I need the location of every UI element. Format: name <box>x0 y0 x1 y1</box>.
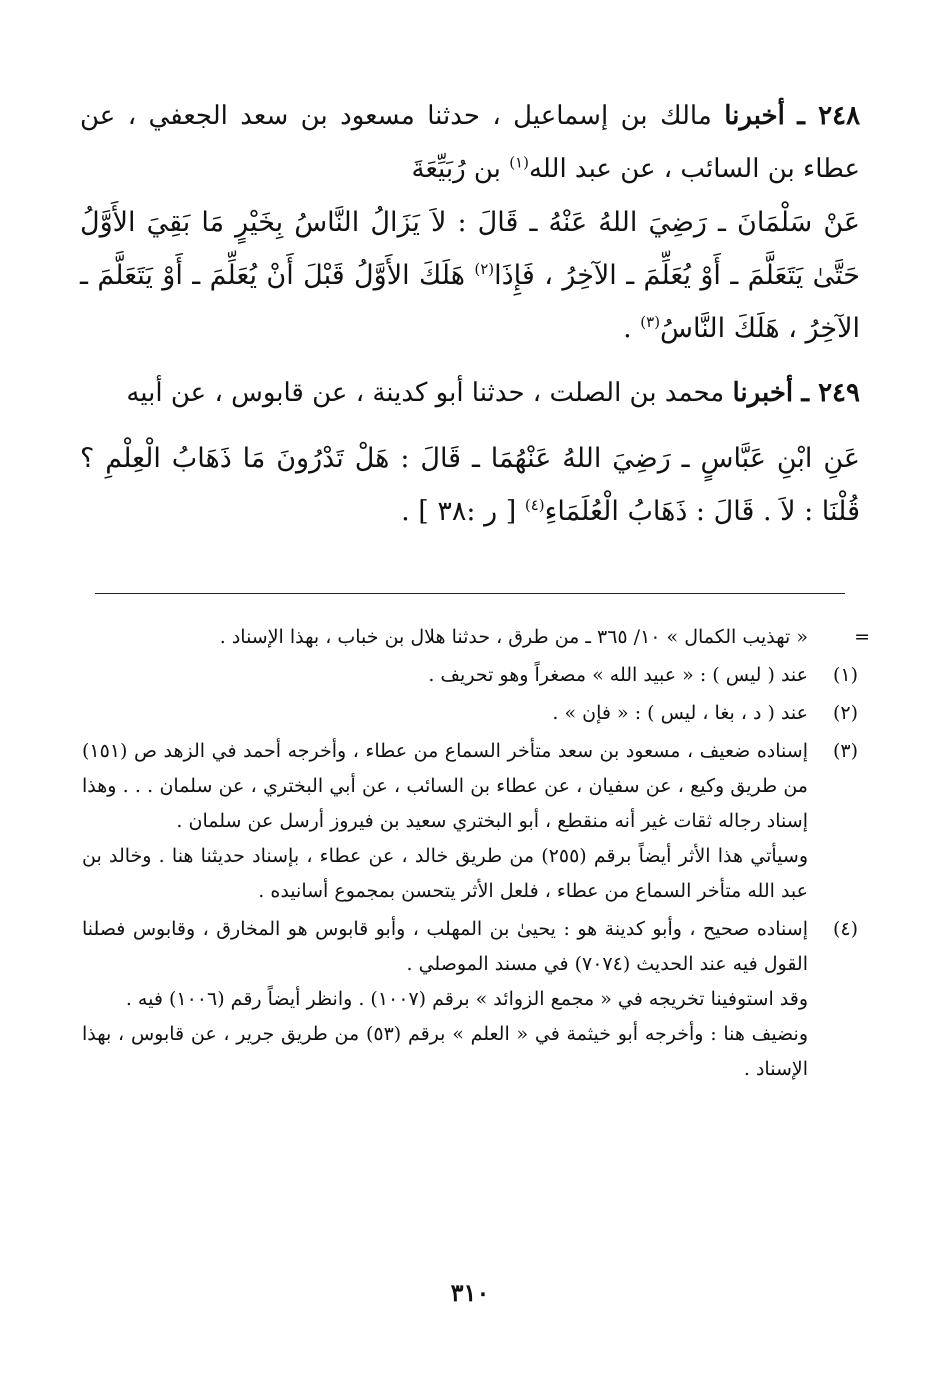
footnote-4-text-2: وقد استوفينا تخريجه في « مجمع الزوائد » برقم (١٠٠٧) . وانظر أيضاً رقم (١٠٠٦) فيه . <box>125 988 808 1010</box>
footnote-4 <box>82 912 858 1087</box>
footnote-1-label: (١) <box>832 664 858 686</box>
hadith-249-number: ٢٤٩ ـ <box>801 378 860 408</box>
footnote-divider <box>95 593 845 594</box>
footnote-3-label: (٣) <box>832 740 858 762</box>
hadith-248-matn-text-1: عَنْ سَلْمَانَ ـ رَضِيَ اللهُ عَنْهُ ـ قَالَ : لاَ يَزَالُ النَّاسُ بِخَيْرٍ مَا بَقِيَ الأَوَّلُ حَتَّىٰ يَتَعَلَّمَ ـ أَوْ يُعَلِّمَ ـ الآخِرُ ، فَإِذَا <box>80 207 860 291</box>
hadith-249-isnad <box>80 367 860 420</box>
hadith-248-lead: أخبرنا <box>724 101 785 131</box>
hadith-249-lead: أخبرنا <box>732 378 794 408</box>
hadith-248-matn-end: . <box>623 313 641 344</box>
hadith-248-isnad-text-2: بن رُبَيِّعَةَ <box>411 154 501 184</box>
footnote-ref-3: (٣) <box>640 313 661 331</box>
footnote-1-text: عند ( ليس ) : « عبيد الله » مصغراً وهو تحريف . <box>428 664 808 686</box>
footnotes <box>82 620 870 1087</box>
footnote-ref-2: (٢) <box>474 260 495 278</box>
hadith-248-matn-text-2: هَلَكَ الأَوَّلُ قَبْلَ أَنْ يُعَلِّمَ ـ أَوْ يَتَعَلَّمَ ـ الآخِرُ ، هَلَكَ النَّاسُ <box>80 260 860 344</box>
footnote-ref-4: (٤) <box>524 496 545 514</box>
footnote-4-text-3: ونضيف هنا : وأخرجه أبو خيثمة في « العلم » برقم (٥٣) من طريق جرير ، عن قابوس ، بهذا الإسناد . <box>82 1023 808 1080</box>
footnote-3-text-1: إسناده ضعيف ، مسعود بن سعد متأخر السماع من عطاء ، وأخرجه أحمد في الزهد ص (١٥١) من طريق وكيع ، عن سفيان ، عن عطاء بن السائب ، عن أبي البختري ، عن سلمان . . . وهذا إسناد رجاله ثقات غير أنه منقطع ، أبو البختري سعيد بن فيروز أرسل عن سلمان . <box>82 740 808 832</box>
hadith-248-isnad-text-1: مالك بن إسماعيل ، حدثنا مسعود بن سعد الجعفي ، عن عطاء بن السائب ، عن عبد الله <box>80 101 860 184</box>
hadith-249-matn <box>80 432 860 538</box>
footnote-1 <box>82 658 858 693</box>
footnote-3 <box>82 734 858 909</box>
footnote-ref-1: (١) <box>509 153 529 172</box>
footnote-2-label: (٢) <box>832 702 858 724</box>
main-text <box>80 90 860 538</box>
hadith-249-matn-text-1: عَنِ ابْنِ عَبَّاسٍ ـ رَضِيَ اللهُ عَنْهُمَا ـ قَالَ : هَلْ تَدْرُونَ مَا ذَهَابُ الْعِلْمِ ؟ قُلْنَا : لاَ . قَالَ : ذَهَابُ الْعُلَمَاءِ <box>80 443 860 527</box>
hadith-249-matn-text-2: [ ر :٣٨ ] . <box>401 496 517 527</box>
page-number: ٣١٠ <box>450 1278 490 1307</box>
footnote-4-label: (٤) <box>832 918 858 940</box>
hadith-248-matn <box>80 196 860 355</box>
hadith-248-number: ٢٤٨ ـ <box>797 101 861 131</box>
footnote-continuation-text: « تهذيب الكمال » ١٠/ ٣٦٥ ـ من طرق ، حدثنا هلال بن خباب ، بهذا الإسناد . <box>219 626 808 648</box>
footnote-continuation <box>82 620 870 655</box>
hadith-248-isnad <box>80 90 860 196</box>
footnote-2-text: عند ( د ، بغا ، ليس ) : « فإن » . <box>552 702 808 724</box>
hadith-249-isnad-text: محمد بن الصلت ، حدثنا أبو كدينة ، عن قابوس ، عن أبيه <box>126 378 725 408</box>
footnote-2 <box>82 696 858 731</box>
footnote-3-text-2: وسيأتي هذا الأثر أيضاً برقم (٢٥٥) من طريق خالد ، عن عطاء ، بإسناد حديثنا هنا . وخالد بن عبد الله متأخر السماع من عطاء ، فلعل الأثر يتحسن بمجموع أسانيده . <box>82 845 808 902</box>
footnote-4-text-1: إسناده صحيح ، وأبو كدينة هو : يحيىٰ بن المهلب ، وأبو قابوس هو المخارق ، وقابوس فصلنا القول فيه عند الحديث (٧٠٧٤) في مسند الموصلي . <box>82 918 808 975</box>
continuation-marker: = <box>854 626 870 648</box>
